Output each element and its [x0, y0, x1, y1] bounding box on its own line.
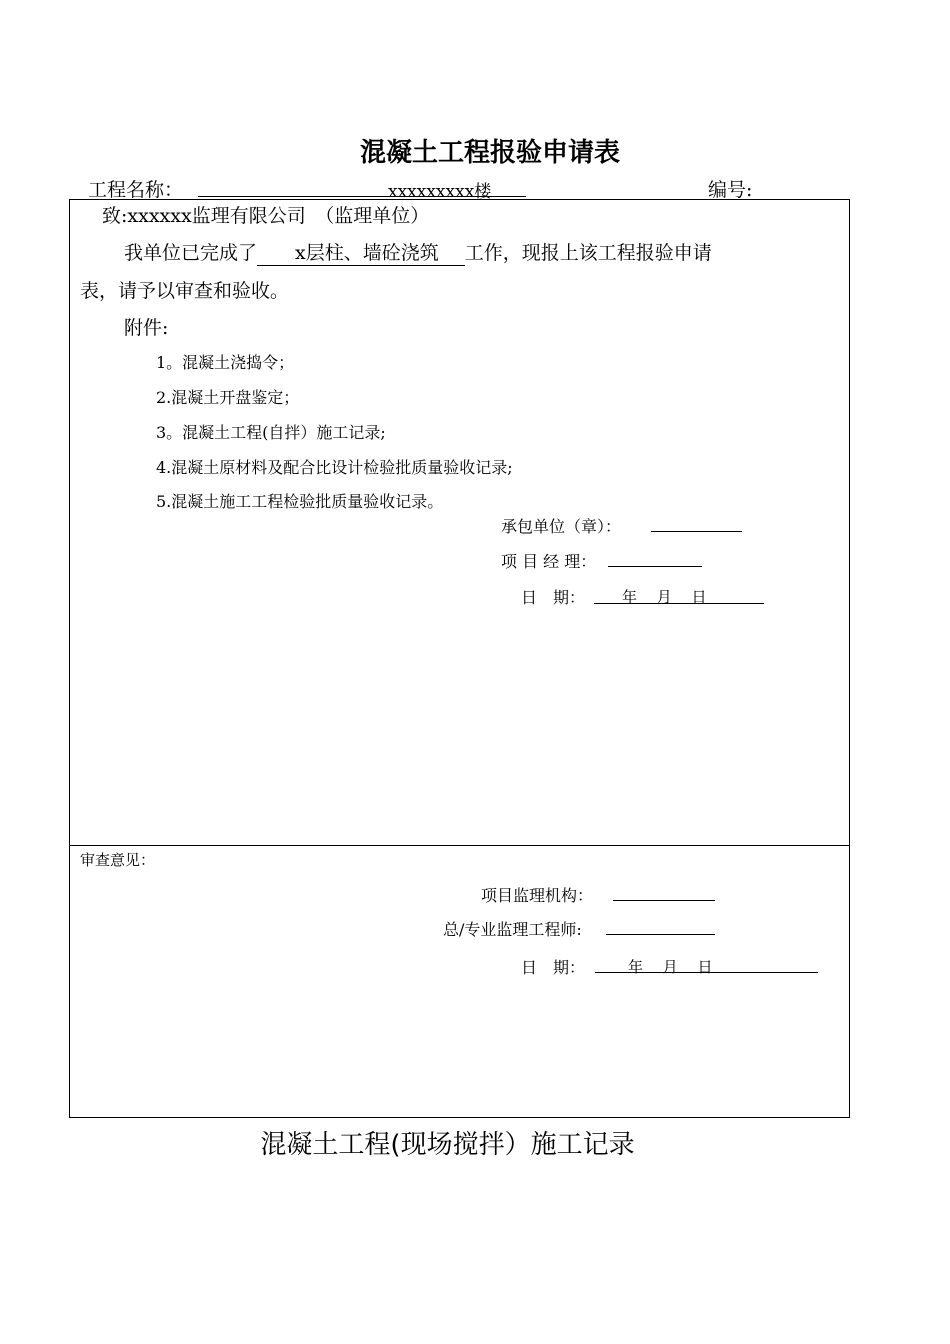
statement-suffix: 工作，现报上该工程报验申请 [464, 242, 712, 264]
contractor-date-value: 年 月 日 [622, 588, 707, 606]
project-name-label: 工程名称： [88, 179, 184, 201]
attachment-item-4: 4.混凝土原材料及配合比设计检验批质量验收记录; [156, 458, 513, 477]
project-manager-line [608, 566, 702, 567]
attachment-item-1: 1。混凝土浇捣令； [156, 353, 295, 372]
supervising-engineer-label: 总/专业监理工程师: [443, 920, 582, 939]
statement-prefix: 我单位已完成了 [124, 242, 258, 264]
section-divider [69, 845, 849, 846]
next-section-title: 混凝土工程(现场搅拌）施工记录 [260, 1130, 635, 1160]
form-box [69, 199, 850, 1118]
review-date-label: 日 期： [521, 958, 586, 977]
attachment-item-5: 5.混凝土施工工程检验批质量验收记录。 [156, 492, 444, 511]
review-opinion-label: 审查意见： [80, 851, 156, 869]
attachment-item-2: 2.混凝土开盘鉴定； [156, 388, 300, 407]
statement-line-1 [124, 238, 712, 266]
addressee-line: 致:xxxxxx监理有限公司 （监理单位） [102, 205, 430, 227]
supervising-engineer-line [606, 934, 715, 935]
contractor-unit-line [651, 531, 742, 532]
statement-line-2: 表，请予以审查和验收。 [80, 280, 290, 302]
supervision-agency-label: 项目监理机构： [481, 886, 594, 905]
contractor-date-label: 日 期： [521, 588, 586, 607]
attachments-label: 附件: [124, 317, 169, 339]
number-label: 编号: [708, 179, 753, 201]
project-name-value: xxxxxxxxx楼 [388, 182, 492, 202]
supervision-agency-line [613, 900, 715, 901]
attachment-item-3: 3。混凝土工程(自拌）施工记录; [156, 423, 386, 442]
review-date-value: 年 月 日 [628, 958, 713, 976]
work-item: x层柱、墙砼浇筑 [257, 238, 465, 266]
project-manager-label: 项 目 经 理： [501, 552, 597, 571]
page-title: 混凝土工程报验申请表 [359, 138, 620, 168]
contractor-unit-label: 承包单位（章）： [501, 517, 622, 536]
